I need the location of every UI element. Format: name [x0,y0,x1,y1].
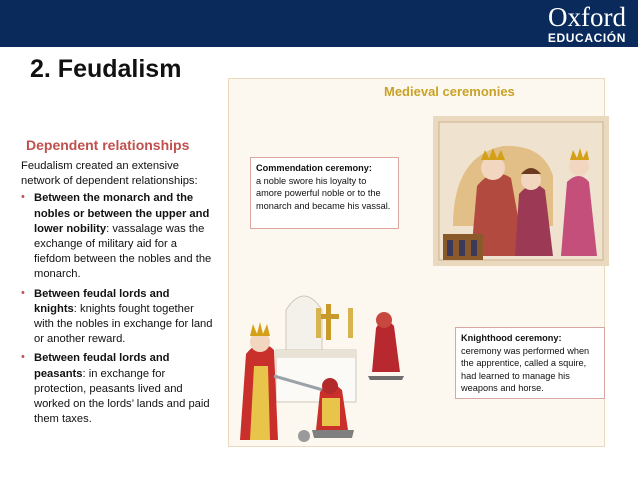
item-text: : in exchange for protection, peasants lived and worked on the lords’ lands and paid them taxes. [34,367,210,426]
page-title: 2. Feudalism [30,55,182,83]
item-bold: Between feudal lords and knights [34,287,170,315]
intro-text: Feudalism created an extensive network of dependent relationships: [21,160,198,188]
knighthood-callout [455,327,605,399]
callout-text: a noble swore his loyalty to amore powerful noble or to the monarch and became his vassal. [256,175,391,211]
section-heading: Dependent relationships [26,137,190,153]
item-bold: Between feudal lords and peasants [34,352,170,380]
brand-name: Oxford [548,2,626,32]
list-item [21,287,215,348]
publisher-logo [548,3,626,45]
item-bold: Between the monarch and the nobles or between the upper and lower nobility [34,192,210,235]
bullet-icon: • [21,286,25,299]
list-item [21,351,215,427]
panel-title: Medieval ceremonies [384,84,515,99]
commendation-callout [250,157,399,229]
list-item [21,191,215,282]
header-bar [0,0,638,47]
item-text: : knights fought together with the nobles in exchange for land or another reward. [34,302,213,346]
item-text: : vassalage was the exchange of military aid for a fiefdom between the nobles and the monarch. [34,222,212,281]
section-body [21,159,215,431]
commendation-illustration [433,116,609,266]
knighthood-illustration [234,280,414,448]
bullet-icon: • [21,351,25,364]
callout-title: Commendation ceremony: [256,163,372,173]
callout-title: Knighthood ceremony: [461,333,562,343]
callout-text: ceremony was performed when the apprentice, called a squire, had learned to manage his weapons and horse. [461,345,590,394]
brand-subtitle: EDUCACIÓN [547,31,626,45]
relationship-list [21,191,215,427]
bullet-icon: • [21,191,25,204]
